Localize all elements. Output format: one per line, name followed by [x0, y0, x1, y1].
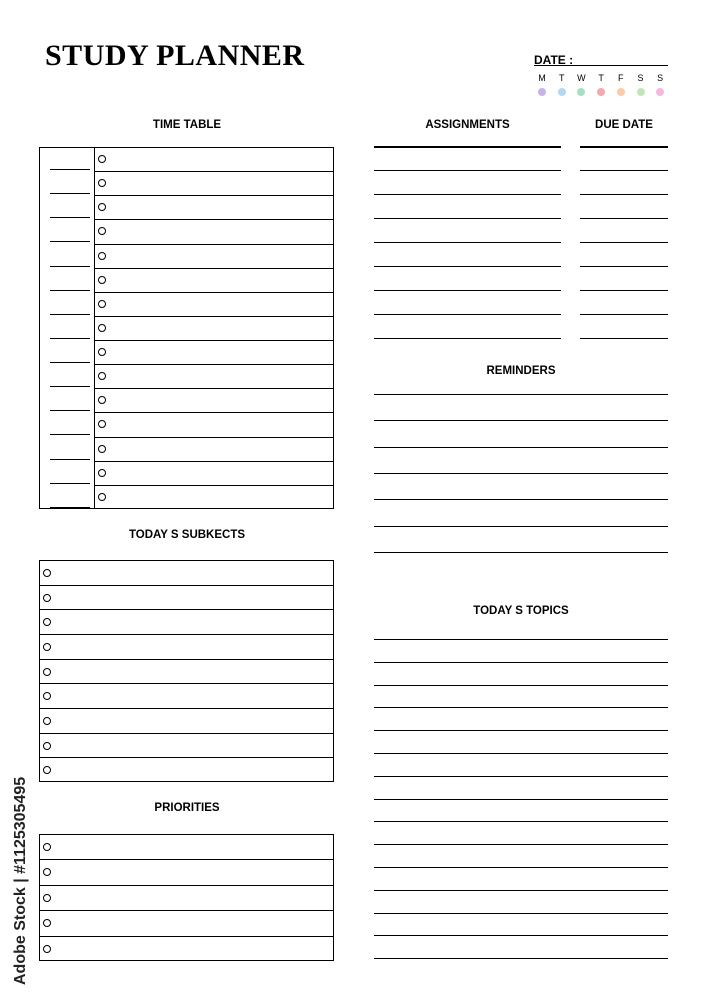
priority-checkbox[interactable]: [43, 945, 51, 953]
row-line: [40, 634, 333, 635]
time-slot-line[interactable]: [50, 338, 90, 339]
weekday-dot[interactable]: [656, 88, 664, 96]
due-date-line[interactable]: [580, 146, 668, 148]
row-line: [94, 219, 334, 220]
assignment-line[interactable]: [374, 266, 561, 267]
row-line: [40, 733, 333, 734]
time-slot-line[interactable]: [50, 362, 90, 363]
due-date-line[interactable]: [580, 170, 668, 171]
checkbox-circle[interactable]: [98, 372, 106, 380]
time-slot-line[interactable]: [50, 314, 90, 315]
subject-checkbox[interactable]: [43, 692, 51, 700]
reminder-line[interactable]: [374, 394, 668, 395]
row-line: [40, 659, 333, 660]
due-date-line[interactable]: [580, 194, 668, 195]
topic-line[interactable]: [374, 867, 668, 868]
priorities-list: [39, 834, 334, 961]
row-line: [94, 340, 334, 341]
row-line: [94, 412, 334, 413]
assignment-line[interactable]: [374, 290, 561, 291]
due-date-line[interactable]: [580, 242, 668, 243]
topic-line[interactable]: [374, 799, 668, 800]
row-line: [40, 757, 333, 758]
time-slot-line[interactable]: [50, 410, 90, 411]
subject-checkbox[interactable]: [43, 766, 51, 774]
weekday-label: F: [618, 73, 624, 83]
time-slot-line[interactable]: [50, 169, 90, 170]
time-table: [39, 147, 334, 509]
row-line: [94, 461, 334, 462]
due-date-line[interactable]: [580, 338, 668, 339]
time-slot-line[interactable]: [50, 459, 90, 460]
topic-line[interactable]: [374, 662, 668, 663]
row-line: [94, 437, 334, 438]
topic-line[interactable]: [374, 913, 668, 914]
time-slot-line[interactable]: [50, 266, 90, 267]
due-date-line[interactable]: [580, 218, 668, 219]
subject-checkbox[interactable]: [43, 594, 51, 602]
subject-checkbox[interactable]: [43, 618, 51, 626]
topic-line[interactable]: [374, 890, 668, 891]
row-line: [94, 364, 334, 365]
topic-line[interactable]: [374, 753, 668, 754]
topic-line[interactable]: [374, 707, 668, 708]
row-line: [94, 195, 334, 196]
row-line: [40, 683, 333, 684]
checkbox-circle[interactable]: [98, 324, 106, 332]
checkbox-circle[interactable]: [98, 493, 106, 501]
due-date-heading: DUE DATE: [595, 119, 653, 131]
priority-checkbox[interactable]: [43, 919, 51, 927]
topic-line[interactable]: [374, 776, 668, 777]
subject-checkbox[interactable]: [43, 717, 51, 725]
weekday-dot[interactable]: [577, 88, 585, 96]
topic-line[interactable]: [374, 730, 668, 731]
page-title: STUDY PLANNER: [45, 39, 305, 72]
weekday-label: T: [558, 73, 565, 83]
checkbox-circle[interactable]: [98, 348, 106, 356]
priority-checkbox[interactable]: [43, 894, 51, 902]
checkbox-circle[interactable]: [98, 276, 106, 284]
time-table-heading: TIME TABLE: [152, 119, 222, 131]
weekday-dot[interactable]: [558, 88, 566, 96]
topic-line[interactable]: [374, 685, 668, 686]
reminders-heading: REMINDERS: [486, 365, 556, 377]
topic-line[interactable]: [374, 844, 668, 845]
reminder-line[interactable]: [374, 499, 668, 500]
todays-subjects-heading: TODAY S SUBKECTS: [128, 529, 246, 541]
checkbox-circle[interactable]: [98, 203, 106, 211]
time-slot-line[interactable]: [50, 507, 90, 508]
row-line: [40, 910, 333, 911]
row-line: [94, 171, 334, 172]
assignment-line[interactable]: [374, 242, 561, 243]
assignment-line[interactable]: [374, 338, 561, 339]
checkbox-circle[interactable]: [98, 445, 106, 453]
checkbox-circle[interactable]: [98, 155, 106, 163]
row-line: [40, 585, 333, 586]
priorities-heading: PRIORITIES: [154, 802, 220, 814]
checkbox-circle[interactable]: [98, 420, 106, 428]
due-date-line[interactable]: [580, 314, 668, 315]
priority-checkbox[interactable]: [43, 868, 51, 876]
row-line: [94, 388, 334, 389]
row-line: [94, 485, 334, 486]
time-column-divider: [94, 148, 95, 508]
subject-checkbox[interactable]: [43, 742, 51, 750]
row-line: [40, 885, 333, 886]
assignment-line[interactable]: [374, 314, 561, 315]
weekday-label: T: [598, 73, 604, 83]
topic-line[interactable]: [374, 821, 668, 822]
row-line: [94, 244, 334, 245]
checkbox-circle[interactable]: [98, 469, 106, 477]
reminder-line[interactable]: [374, 420, 668, 421]
time-slot-line[interactable]: [50, 434, 90, 435]
todays-subjects-list: [39, 560, 334, 782]
subject-checkbox[interactable]: [43, 569, 51, 577]
row-line: [94, 292, 334, 293]
row-line: [94, 316, 334, 317]
watermark-id: Adobe Stock | #1125305495: [12, 776, 29, 985]
weekday-label: M: [538, 73, 546, 83]
todays-topics-heading: TODAY S TOPICS: [473, 605, 569, 617]
reminder-line[interactable]: [374, 473, 668, 474]
checkbox-circle[interactable]: [98, 227, 106, 235]
weekday-dot[interactable]: [617, 88, 625, 96]
priority-checkbox[interactable]: [43, 843, 51, 851]
time-slot-line[interactable]: [50, 193, 90, 194]
reminder-line[interactable]: [374, 526, 668, 527]
time-slot-line[interactable]: [50, 386, 90, 387]
weekday-dot[interactable]: [538, 88, 546, 96]
checkbox-circle[interactable]: [98, 300, 106, 308]
weekday-label: W: [577, 73, 586, 83]
subject-checkbox[interactable]: [43, 668, 51, 676]
weekday-dot[interactable]: [637, 88, 645, 96]
weekday-label: S: [657, 73, 664, 83]
date-input-line[interactable]: [534, 65, 668, 66]
checkbox-circle[interactable]: [98, 179, 106, 187]
subject-checkbox[interactable]: [43, 643, 51, 651]
due-date-line[interactable]: [580, 290, 668, 291]
topic-line[interactable]: [374, 639, 668, 640]
time-slot-line[interactable]: [50, 241, 90, 242]
row-line: [94, 268, 334, 269]
assignment-line[interactable]: [374, 146, 561, 148]
date-label: DATE :: [534, 53, 574, 67]
assignment-line[interactable]: [374, 194, 561, 195]
time-slot-line[interactable]: [50, 483, 90, 484]
assignments-heading: ASSIGNMENTS: [425, 119, 510, 131]
row-line: [40, 936, 333, 937]
topic-line[interactable]: [374, 935, 668, 936]
row-line: [40, 708, 333, 709]
weekday-dot[interactable]: [597, 88, 605, 96]
checkbox-circle[interactable]: [98, 252, 106, 260]
row-line: [40, 609, 333, 610]
time-slot-line[interactable]: [50, 290, 90, 291]
topic-line[interactable]: [374, 958, 668, 959]
checkbox-circle[interactable]: [98, 396, 106, 404]
time-slot-line[interactable]: [50, 217, 90, 218]
due-date-line[interactable]: [580, 266, 668, 267]
row-line: [40, 859, 333, 860]
reminder-line[interactable]: [374, 447, 668, 448]
weekday-label: S: [637, 73, 644, 83]
assignment-line[interactable]: [374, 170, 561, 171]
reminder-line[interactable]: [374, 552, 668, 553]
assignment-line[interactable]: [374, 218, 561, 219]
